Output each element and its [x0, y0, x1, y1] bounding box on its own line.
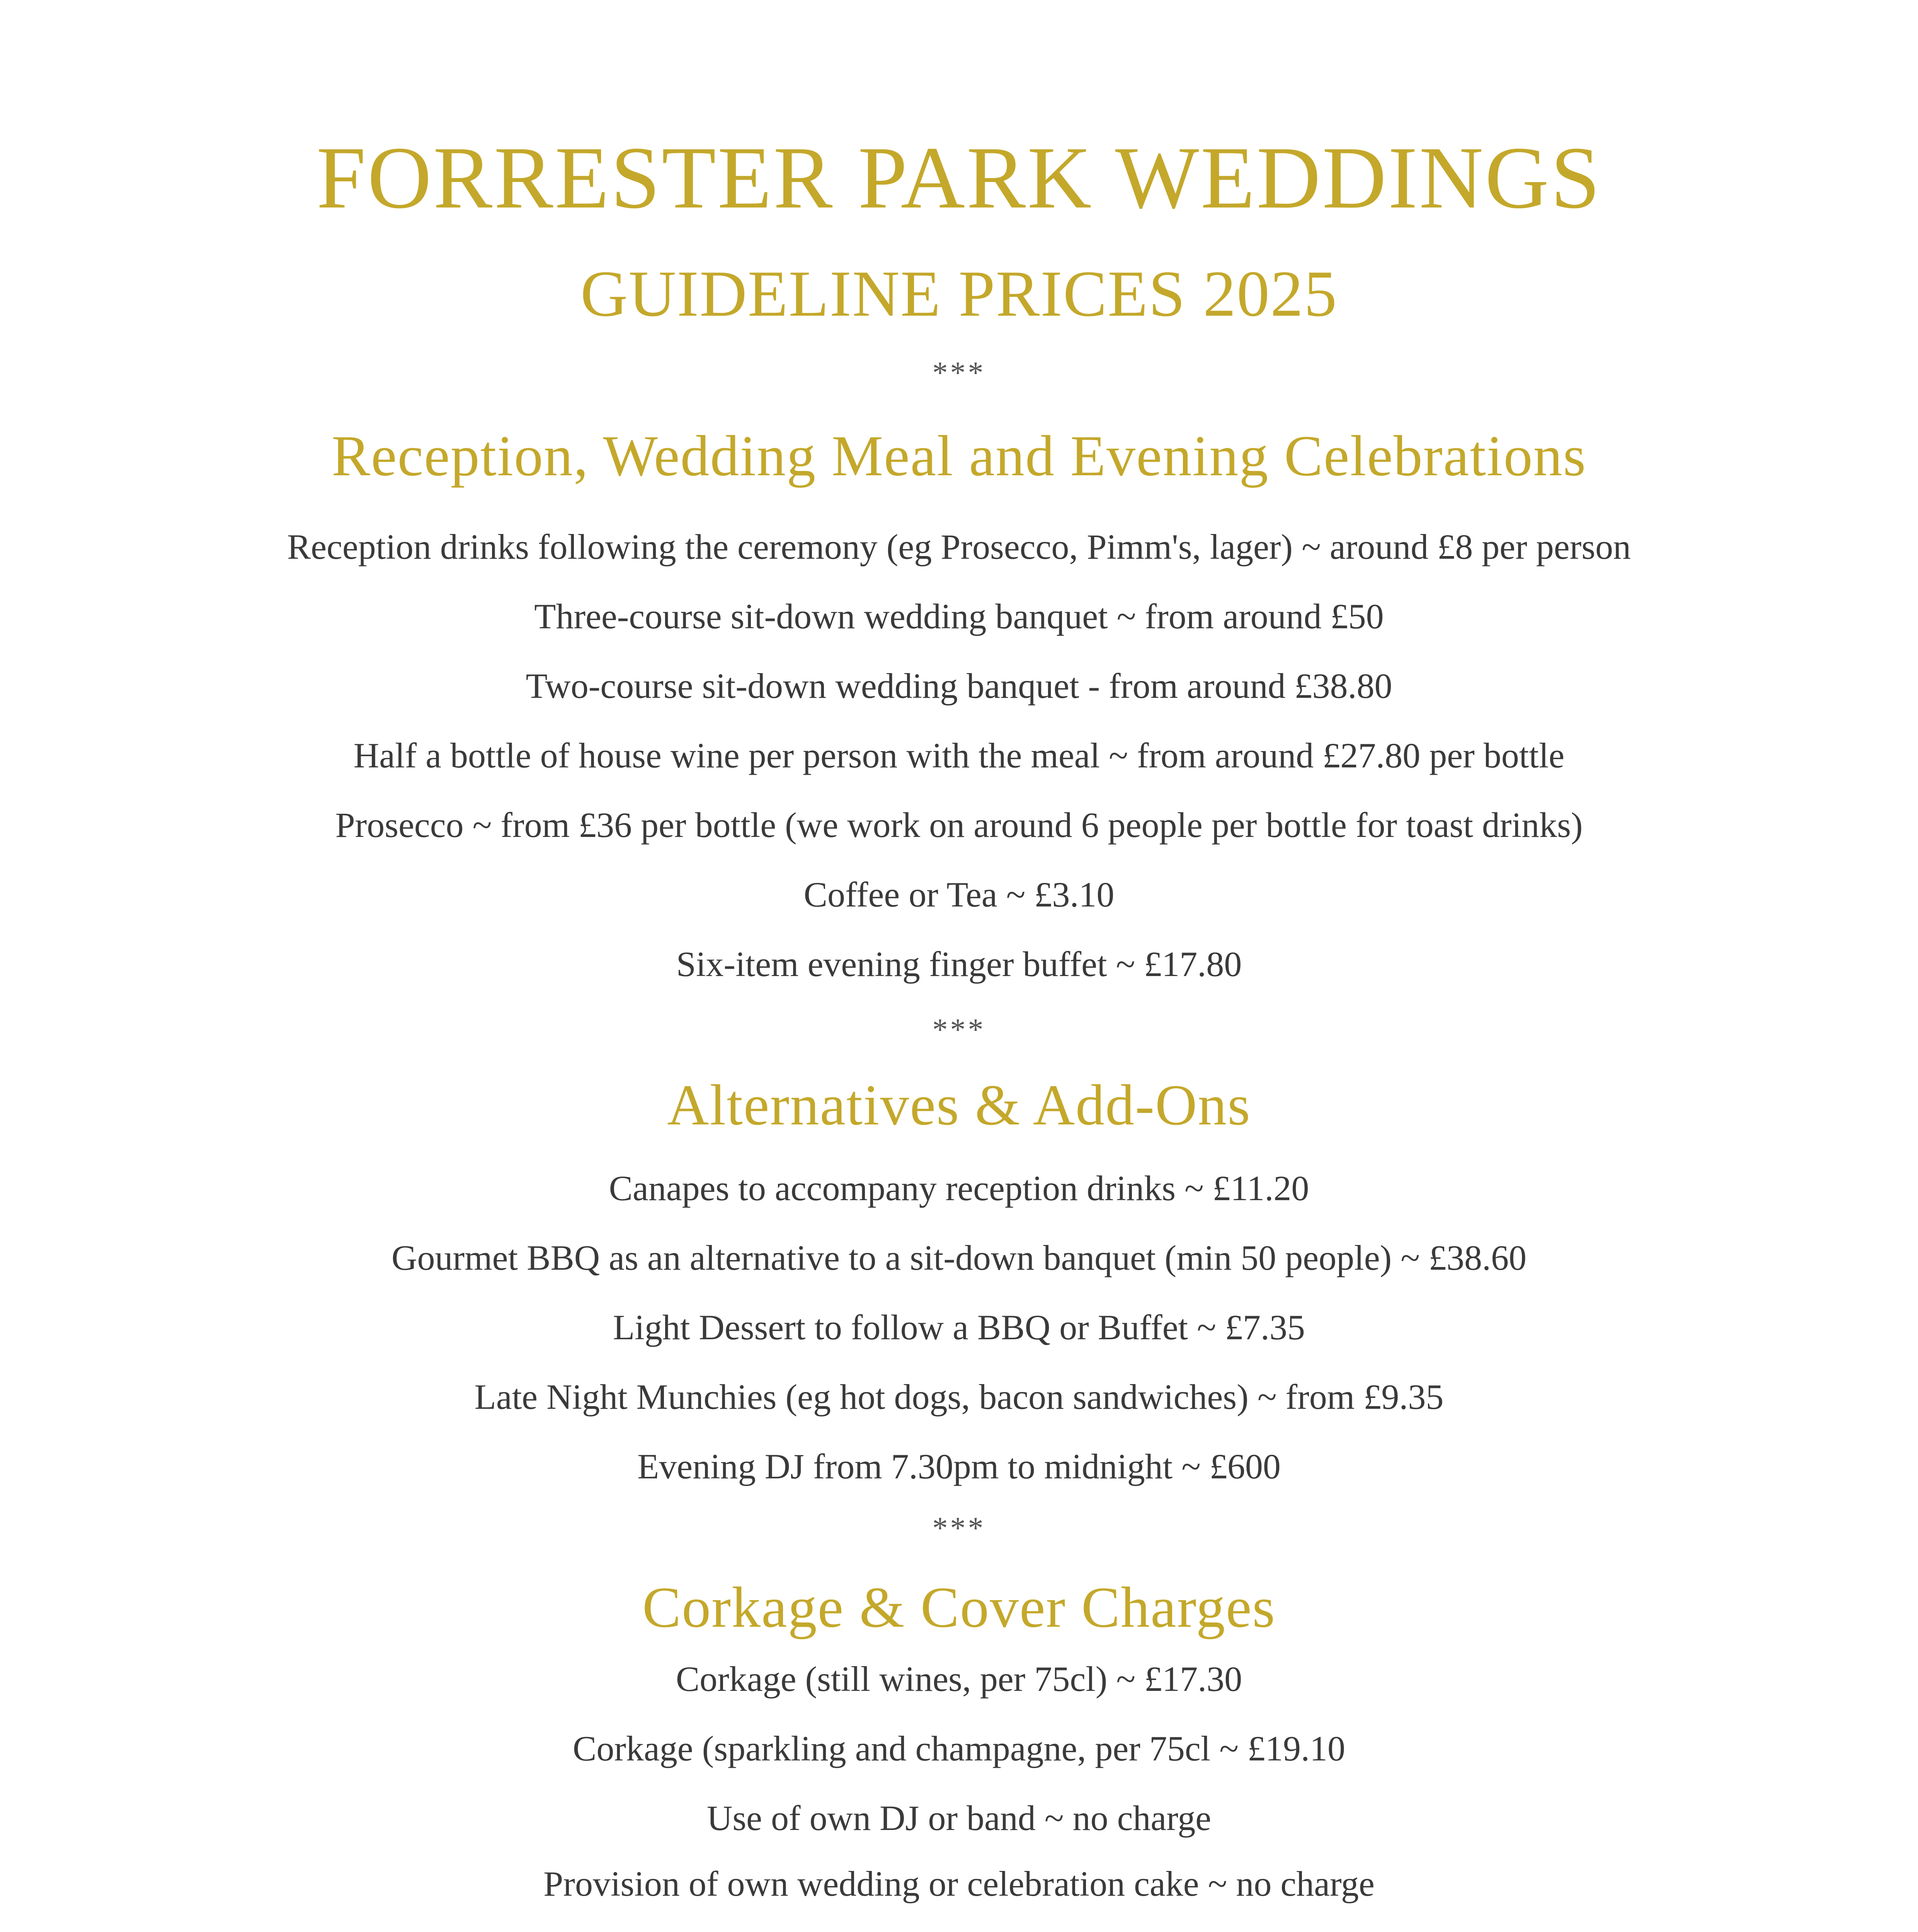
list-item: Late Night Munchies (eg hot dogs, bacon sandwiches) ~ from £9.35 [474, 1377, 1444, 1417]
page-subtitle: GUIDELINE PRICES 2025 [580, 257, 1338, 330]
section-heading-corkage: Corkage & Cover Charges [642, 1575, 1276, 1639]
list-item: Prosecco ~ from £36 per bottle (we work on around 6 people per bottle for toast drinks) [335, 805, 1583, 845]
list-item: Two-course sit-down wedding banquet - from around £38.80 [526, 666, 1392, 706]
section-heading-reception: Reception, Wedding Meal and Evening Celebrations [331, 424, 1587, 488]
list-item: Use of own DJ or band ~ no charge [706, 1798, 1212, 1838]
list-item: Evening DJ from 7.30pm to midnight ~ £600 [637, 1447, 1281, 1486]
list-item: Corkage (still wines, per 75cl) ~ £17.30 [676, 1659, 1242, 1699]
separator: *** [932, 1013, 986, 1047]
list-item: Corkage (sparkling and champagne, per 75cl ~ £19.10 [572, 1729, 1346, 1768]
list-item: Coffee or Tea ~ £3.10 [803, 875, 1115, 914]
list-item: Light Dessert to follow a BBQ or Buffet ~ £7.35 [613, 1308, 1305, 1347]
list-item: Six-item evening finger buffet ~ £17.80 [676, 944, 1242, 984]
list-item: Gourmet BBQ as an alternative to a sit-down banquet (min 50 people) ~ £38.60 [391, 1238, 1527, 1277]
list-item: Reception drinks following the ceremony (eg Prosecco, Pimm's, lager) ~ around £8 per person [287, 527, 1631, 566]
list-item: Three-course sit-down wedding banquet ~ from around £50 [534, 597, 1384, 636]
list-item: Provision of own wedding or celebration cake ~ no charge [543, 1864, 1375, 1903]
list-item: Half a bottle of house wine per person with the meal ~ from around £27.80 per bottle [353, 736, 1565, 775]
separator: *** [932, 1511, 986, 1545]
section-heading-alternatives: Alternatives & Add-Ons [667, 1073, 1251, 1137]
list-item: Canapes to accompany reception drinks ~ £11.20 [609, 1168, 1309, 1208]
separator: *** [932, 356, 986, 390]
page-title: FORRESTER PARK WEDDINGS [316, 128, 1602, 227]
